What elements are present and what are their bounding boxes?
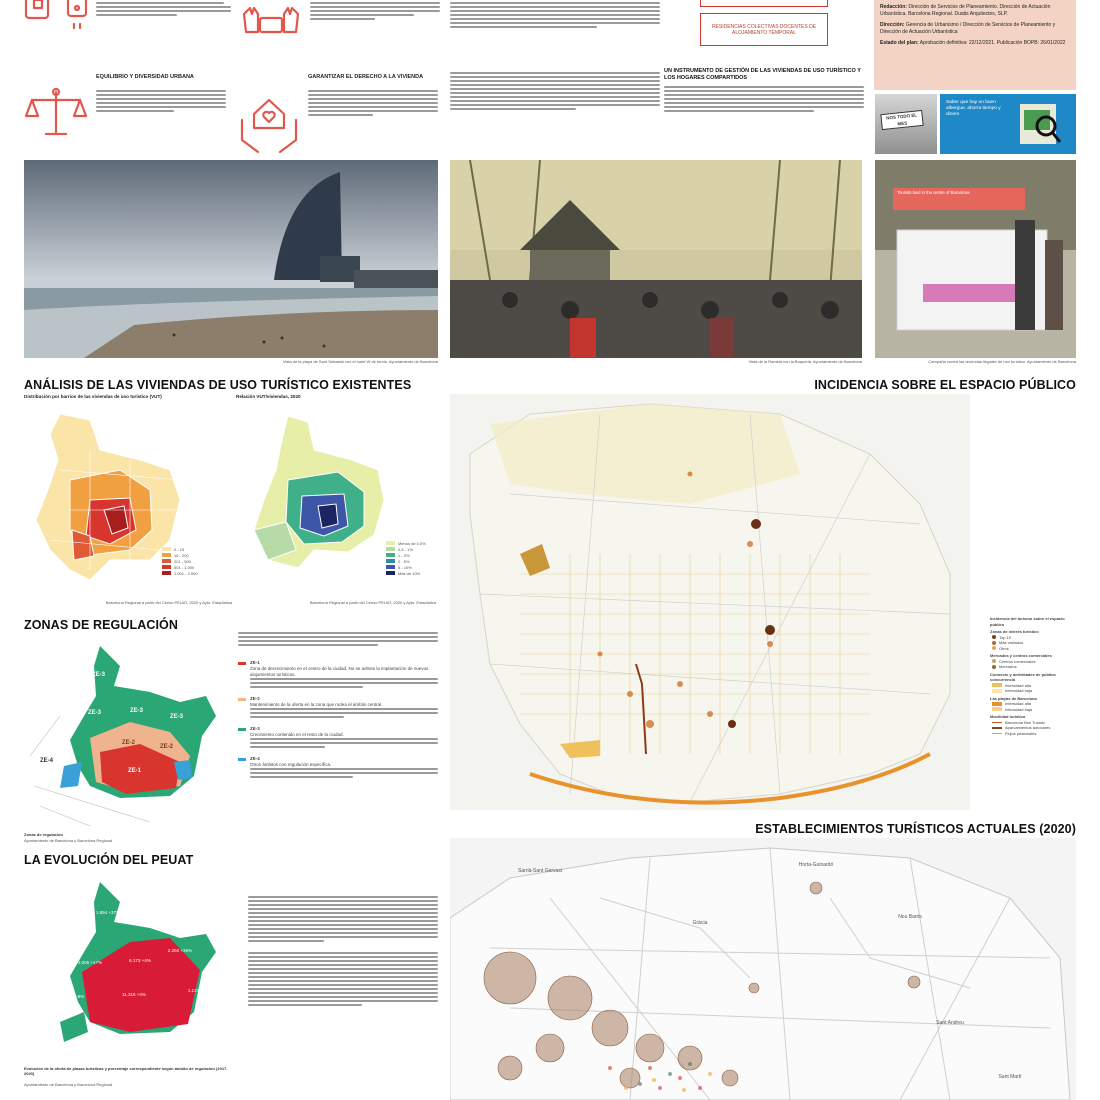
neighborhood-label: Sant Martí (998, 1074, 1022, 1080)
intro-text-col4 (450, 72, 660, 112)
legend-label: Las playas de Barcelona (990, 695, 1037, 701)
establishments-title: ESTABLECIMIENTOS TURÍSTICOS ACTUALES (2020) (755, 822, 1076, 836)
zone-tag: ZE-4 (250, 756, 260, 761)
zone-swatch (238, 728, 246, 731)
vut-legend (162, 546, 232, 576)
zone-label: ZE-2 (160, 744, 174, 750)
legend-label: Barcelona Bus Turístic (1005, 719, 1046, 725)
zones-description (238, 660, 438, 780)
vut-legend-label: 1.001 - 2.000 (174, 570, 198, 576)
evolution-map (30, 872, 230, 1060)
principle-title-2: GARANTIZAR EL DERECHO A LA VIVIENDA (308, 74, 424, 80)
zone-tag: ZE-3 (250, 726, 260, 731)
vut-legend-swatch (162, 571, 171, 575)
kiosk-sign-text: Tourists land in the centre of Barcelona (897, 190, 970, 195)
zone-label: ZE-4 (40, 758, 54, 764)
vut-legend-swatch (162, 547, 171, 551)
neighborhood-label: Sarrià-Sant Gervasi (518, 868, 562, 874)
zone-label: ZE-3 (88, 710, 102, 716)
evolution-text-1 (248, 896, 438, 944)
ratio-legend-swatch (386, 559, 395, 563)
ratio-legend-swatch (386, 553, 395, 557)
incidence-map (450, 394, 970, 810)
legend-label: Incidencia del turismo sobre el espacio público (990, 616, 1065, 627)
evolution-text-2 (248, 952, 438, 1008)
legend-swatch (992, 707, 1002, 711)
legend-swatch (992, 665, 996, 669)
credit-direccion: Dirección: Gerencia de Urbanismo / Dirección de Servicios de Planeamiento y Dirección de Actuación Urbanística (880, 22, 1056, 35)
beach-photo (24, 160, 438, 358)
zone-text: Mantenimiento de la oferta en la zona que rodea el ámbito central. (250, 702, 383, 707)
vut-ratio-map (248, 410, 398, 580)
credit-redaccion: Redacción: Dirección de Servicios de Planeamiento. Dirección de Actuación Urbanística. Barcelona Regional. Duatis Arquitectes, SLP. (880, 4, 1051, 17)
evolution-source: Ayuntamiento de Barcelona y Barcelona Regional (24, 1082, 113, 1087)
vut-legend-swatch (162, 559, 171, 563)
ratio-legend-label: Más de 10% (398, 570, 421, 576)
zone-text: Otros ámbitos con regulación específica. (250, 762, 332, 767)
ratio-legend-label: 5 - 10% (398, 564, 412, 570)
evolution-label: 2.250 +36% (167, 948, 193, 953)
legend-label: Movilidad turística (990, 714, 1026, 719)
intro-text-col3 (450, 2, 660, 30)
legend-label: Zonas de interés turístico (990, 629, 1039, 634)
ratio-legend-swatch (386, 541, 395, 545)
legend-label: Intensidad baja (1005, 688, 1033, 693)
instrument-text (664, 86, 864, 114)
kiosk-caption: Campaña contra las viviendas ilegales de uso turístico. Ayuntamiento de Barcelona (928, 359, 1076, 364)
ratio-legend-label: 0,5 - 1% (398, 546, 413, 552)
analysis-subtitle-2: Relación VUT/viviendas, 2020 (236, 394, 301, 399)
magnifier-icon (1018, 100, 1064, 148)
zone-label: ZE-3 (170, 714, 184, 720)
ratio-legend-swatch (386, 571, 395, 575)
ratio-legend (386, 540, 446, 576)
legend-swatch (992, 683, 1002, 687)
establishments-map (450, 838, 1076, 1100)
legend-swatch (992, 689, 1002, 693)
legend-label: Mercados (999, 664, 1017, 669)
zone-item (238, 660, 438, 690)
legend-swatch (992, 646, 996, 650)
vut-legend-label: 0 - 15 (174, 546, 185, 552)
zone-item (238, 756, 438, 780)
principle-text-2 (308, 90, 438, 118)
zone-label: ZE-1 (128, 768, 142, 774)
ad-blue-text: Saber que hay un buen albergue, ahorra tiempo y dinero (946, 100, 1001, 117)
legend-item (990, 646, 1076, 652)
legend-heading (990, 672, 1076, 683)
principle-title-1: EQUILIBRIO Y DIVERSIDAD URBANA (96, 74, 194, 80)
neighborhood-label: Horta-Guinardó (798, 862, 834, 868)
credit-estado: Estado del plan: Aprobación definitiva: 22/12/2021. Publicación BOPB: 26/01/2022 (880, 40, 1066, 46)
legend-item (990, 707, 1076, 713)
legend-label: Intensidad baja (1005, 706, 1033, 712)
legend-swatch (992, 702, 1002, 706)
legend-label: Aparcamientos autocares (1005, 725, 1051, 730)
vut-legend-swatch (162, 553, 171, 557)
header-region (0, 0, 1100, 160)
raised-hands-icon (240, 0, 302, 42)
zone-text: Crecimiento contenido en el resto de la ciudad. (250, 732, 344, 737)
ratio-legend-swatch (386, 547, 395, 551)
rambla-caption: Vista de la Rambla con la Boqueria. Ayuntamiento de Barcelona (748, 359, 862, 364)
residences-box-top (700, 0, 828, 7)
incidence-legend-list (990, 614, 1076, 736)
zone-tag: ZE-2 (250, 696, 260, 701)
rambla-photo (450, 160, 862, 358)
zones-map (30, 636, 230, 826)
legend-label: Mercados y centros comerciales (990, 653, 1052, 658)
evolution-label: 2.073 -8% (63, 994, 85, 999)
zone-item (238, 696, 438, 720)
ratio-legend-label: 1 - 2% (398, 552, 410, 558)
legend-label: Top 10 (999, 634, 1012, 640)
analysis-subtitle-1: Distribución por barrios de las viviendas de uso turístico (VUT) (24, 394, 162, 399)
evolution-label: 2.005 +17% (77, 960, 103, 965)
legend-label: Intensidad alta (1005, 682, 1032, 688)
zone-swatch (238, 698, 246, 701)
zone-text: Zona de decrecimiento en el centro de la ciudad. No se admite la implantación de nuevos alojamientos turísticos. (250, 666, 429, 677)
legend-label: Otros (999, 645, 1009, 651)
vut-legend-label: 501 - 1.000 (174, 564, 195, 570)
legend-item (990, 664, 1076, 670)
analysis-title: ANÁLISIS DE LAS VIVIENDAS DE USO TURÍSTICO EXISTENTES (24, 378, 412, 392)
vut-source: Barcelona Regional a partir del Censo PEUAT, 2020 y Ayto. Estadística (105, 600, 232, 605)
intro-text-col1 (96, 2, 231, 18)
zone-label: ZE-3 (92, 672, 106, 678)
legend-label: Intensidad alta (1005, 701, 1032, 706)
zones-source: Ayuntamiento de Barcelona y Barcelona Regional (24, 838, 113, 843)
zones-caption: Zonas de regulación (24, 832, 63, 837)
legend-label: Flujos peatonales (1005, 730, 1037, 736)
zone-label: ZE-3 (130, 708, 144, 714)
legend-label: Centros comerciales (999, 658, 1036, 664)
legend-swatch (992, 641, 996, 645)
incidence-title: INCIDENCIA SOBRE EL ESPACIO PÚBLICO (814, 378, 1076, 392)
legend-item (990, 688, 1076, 694)
evolution-title: LA EVOLUCIÓN DEL PEUAT (24, 853, 194, 867)
evolution-label: 11.316 +4% (122, 992, 146, 997)
balance-scale-icon (24, 86, 88, 142)
evolution-label: 1.894 +37% (95, 910, 121, 915)
neighborhood-label: Sant Andreu (936, 1020, 964, 1026)
zone-tag: ZE-1 (250, 660, 260, 665)
instrument-title: UN INSTRUMENTO DE GESTIÓN DE LAS VIVIENDAS DE USO TURÍSTICO Y LOS HOGARES COMPARTIDOS (664, 68, 861, 81)
residences-box: RESIDENCIAS COLECTIVAS DOCENTES DE ALOJAMIENTO TEMPORAL (700, 13, 828, 46)
legend-heading (990, 616, 1076, 627)
zones-intro-text (238, 632, 438, 648)
ad-sign-photo (875, 94, 937, 154)
zone-item (238, 726, 438, 750)
legend-swatch (992, 722, 1002, 724)
zone-label: ZE-2 (122, 740, 136, 746)
vut-legend-label: 201 - 500 (174, 558, 191, 564)
legend-swatch (992, 733, 1002, 735)
legend-item (990, 731, 1076, 737)
legend-label: Más visitados (999, 640, 1024, 645)
credits-panel (874, 0, 1076, 90)
ratio-legend-label: Menos de 0,5% (398, 540, 426, 546)
intro-text-col2 (310, 2, 440, 22)
evolution-caption: Evolución de la oferta de plazas turísticas y porcentaje correspondiente según ámbito de regulación (2017-2020) (24, 1066, 228, 1076)
zone-swatch (238, 758, 246, 761)
ratio-legend-swatch (386, 565, 395, 569)
principle-text-1 (96, 90, 226, 114)
vut-legend-label: 16 - 200 (174, 552, 189, 558)
legend-swatch (992, 727, 1002, 729)
evolution-label: 1.123 +23% (187, 988, 213, 993)
neighborhood-label: Gràcia (692, 920, 708, 926)
zones-title: ZONAS DE REGULACIÓN (24, 618, 178, 632)
luggage-icon (22, 0, 92, 32)
beach-caption: Vista de la playa de Sant Sebastià con el hotel W de fondo. Ayuntamiento de Barcelona (282, 359, 438, 364)
evolution-label: 6.173 +4% (129, 958, 151, 963)
legend-label: Comercio y actividades de pública concurrencia (990, 671, 1056, 682)
ratio-source: Barcelona Regional a partir del Censo PEUAT, 2020 y Ayto. Estadística (309, 600, 436, 605)
neighborhood-label: Nou Barris (898, 914, 922, 920)
ad-blue-panel (940, 94, 1076, 154)
house-heart-hands-icon (238, 84, 300, 156)
legend-swatch (992, 635, 996, 639)
vut-legend-swatch (162, 565, 171, 569)
ad-sign-text: NOS TODO EL MES (880, 110, 923, 130)
legend-swatch (992, 659, 996, 663)
ratio-legend-label: 2 - 5% (398, 558, 410, 564)
zone-swatch (238, 662, 246, 665)
